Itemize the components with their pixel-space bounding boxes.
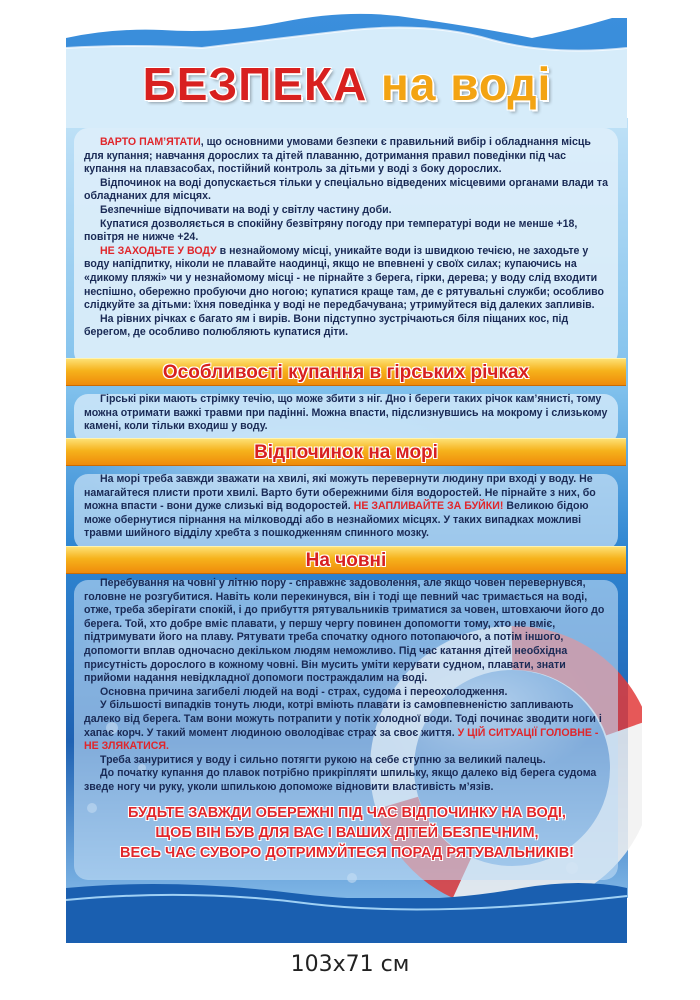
section2-heading: Особливості купання в гірських річках xyxy=(162,362,530,383)
paragraph-text: До початку купання до плавок потрібно прикріпляти шпильку, якщо далеко від берега судома зведе ногу чи руку, уколи шпилькою допоможе відновити властивість м’язів. xyxy=(84,767,597,793)
info-stand xyxy=(52,8,642,943)
section4-heading: На човні xyxy=(305,550,387,571)
paragraph-text: Треба зануритися у воду і сильно потягти рукою на себе ступню за великий палець. xyxy=(100,753,546,766)
section1-text xyxy=(84,136,610,340)
page-title xyxy=(112,56,582,112)
paragraph xyxy=(84,218,610,245)
title-part1: БЕЗПЕКА xyxy=(142,58,368,110)
lead-text: ВАРТО ПАМ’ЯТАТИ xyxy=(100,136,201,148)
section2-text xyxy=(84,393,610,434)
warning-text: НЕ ЗАПЛИВАЙТЕ ЗА БУЙКИ! xyxy=(353,500,504,513)
size-label: 103x71 см xyxy=(290,952,410,977)
section3-text xyxy=(84,473,610,541)
paragraph-text: в незнайомому місці, уникайте води із швидкою течією, не заходьте у воду напідпитку, ніколи не плавайте наодинці, якщо не впевнені у своїх силах; купаючись на «дикому пляжі» чи у незнайомому місці - не пірнайте з берега, гірки, дерева; у воду слід входити неспішно, обережно пробуючи дно ногою; купатися краще там, де є рятувальні служби; особливо слідкуйте за дітьми: їхня поведінка у воді не передбачувана; утримуйтеся від далеких запливів. xyxy=(84,244,605,312)
closing-line: ВЕСЬ ЧАС СУВОРО ДОТРИМУЙТЕСЯ ПОРАД РЯТУВАЛЬНИКІВ! xyxy=(119,845,574,861)
closing-line: БУДЬТЕ ЗАВЖДИ ОБЕРЕЖНІ ПІД ЧАС ВІДПОЧИНКУ НА ВОДІ, xyxy=(128,805,566,821)
paragraph xyxy=(84,577,610,686)
warning-text: У ЦІЙ СИТУАЦІЇ ГОЛОВНЕ - НЕ ЗЛЯКАТИСЯ. xyxy=(84,726,599,753)
section3-heading-band xyxy=(66,438,626,466)
paragraph xyxy=(84,204,610,218)
paragraph-text: Купатися дозволяється в спокійну безвітряну погоду при температурі води не менше +18, повітря не нижче +24. xyxy=(84,217,578,244)
paragraph xyxy=(84,686,610,700)
section3-heading: Відпочинок на морі xyxy=(254,442,438,463)
paragraph xyxy=(84,313,610,340)
closing-line: ЩОБ ВІН БУВ ДЛЯ ВАС І ВАШИХ ДІТЕЙ БЕЗПЕЧНИМ, xyxy=(155,825,539,841)
section4-heading-band xyxy=(66,546,626,574)
closing-message xyxy=(92,803,602,863)
paragraph xyxy=(84,767,610,794)
paragraph xyxy=(84,177,610,204)
paragraph xyxy=(84,245,610,313)
paragraph-text: У більшості випадків тонуть люди, котрі вміють плавати із самовпевненістю запливають далеко від берега. Там вони можуть потрапити у потік холодної води. Тоді починає зводити ноги і хапає корч. У такий момент людиною оволодіває страх за своє життя. xyxy=(84,699,602,739)
paragraph-text: , що основними умовами безпеки є правильний вибір і обладнання місць для купання; навчання дорослих та дітей плаванню, дотримання правил поведінки під час купання на плавзасобах, постійний контроль за дітьми у воді з боку дорослих. xyxy=(84,136,591,176)
section4-text xyxy=(84,577,610,795)
paragraph-text: Гірські ріки мають стрімку течію, що може збити з ніг. Дно і береги таких річок кам’янисті, тому можна отримати важкі травми при падінні. Можна впасти, підслизнувшись на мокрому і слизькому камені, коли тільки входиш у воду. xyxy=(84,393,608,433)
paragraph-text: Відпочинок на воді допускається тільки у спеціально відведених місцевими органами влади та обладнаних для місцях. xyxy=(84,176,608,203)
paragraph-text: Великою бідою може обернутися пірнання на мілководді або в незнайомих місцях. У таких випадках можливі травми шийного відділу хребта з пошкодженням спинного мозку. xyxy=(84,500,589,540)
paragraph xyxy=(84,754,610,768)
paragraph-text: На рівних річках є багато ям і вирів. Вони підступно зустрічаються біля піщаних кос, під берегом, де особливо полюбляють купатися діти. xyxy=(84,312,569,339)
title-part2: на воді xyxy=(381,58,552,110)
paragraph-text: На морі треба завжди зважати на хвилі, які можуть перевернути людину при вході у воду. Не намагайтеся плисти проти хвилі. Варто бути обережними біля водоростей. Не пірнайте з них, бо можна впасти - вони дуже слизькі від водоростей. xyxy=(84,473,596,513)
paragraph xyxy=(84,699,610,753)
lead-text: НЕ ЗАХОДЬТЕ У ВОДУ xyxy=(100,244,217,257)
paragraph-text: Перебування на човні у літню пору - справжнє задоволення, але якщо човен перевернувся, головне не розгубитися. Навіть коли перекинувся, він і тоді ще певний час тримається на воді, отже, треба зберігати спокій, і до прибуття рятувальників триматися за човен, штовхаючи його до берега. Той, хто добре вміє плавати, у першу чергу повинен допомогти тому, хто не вміє, підтримувати його на плаву. Рятувати треба спочатку одного потопаючого, а потім іншого, допомогти вплав одночасно декільком людям неможливо. Під час катання дітей необхідна присутність дорослого в кожному човні. Він мусить уміти керувати судном, плавати, знати прийоми надання невідкладної допомоги постраждалим на воді. xyxy=(84,577,605,685)
paragraph-text: Основна причина загибелі людей на воді - страх, судома і переохолодження. xyxy=(100,685,508,698)
paragraph xyxy=(84,136,610,177)
section2-heading-band xyxy=(66,358,626,386)
paragraph-text: Безпечніше відпочивати на воді у світлу частину доби. xyxy=(100,203,392,216)
paragraph xyxy=(84,473,610,541)
